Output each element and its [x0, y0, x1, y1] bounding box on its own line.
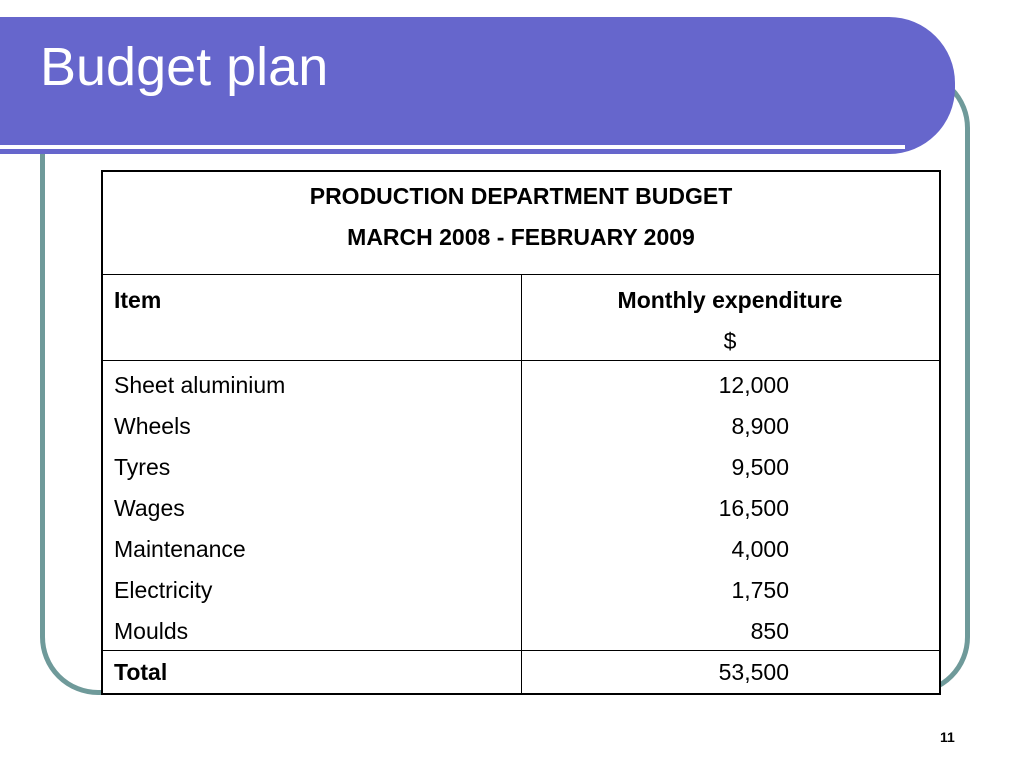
table-row-value: 4,000 [731, 536, 789, 562]
table-heading-title: PRODUCTION DEPARTMENT BUDGET [309, 183, 733, 209]
table-row-item: Electricity [114, 577, 213, 603]
slide-title: Budget plan [40, 37, 329, 97]
table-row-value: 16,500 [718, 495, 789, 521]
column-header-item: Item [114, 287, 162, 313]
table-row-item: Wages [114, 495, 185, 521]
table-row-value: 12,000 [718, 372, 789, 398]
table-row-item: Wheels [114, 413, 191, 439]
table-heading [103, 172, 939, 275]
table-row-item: Tyres [114, 454, 171, 480]
column-divider [521, 275, 522, 693]
column-header-unit: $ [723, 328, 737, 354]
table-heading-period: MARCH 2008 - FEBRUARY 2009 [347, 224, 695, 250]
title-underline [0, 145, 905, 149]
slide-number: 11 [940, 729, 955, 745]
table-row-value: 8,900 [731, 413, 789, 439]
table-row-value: 1,750 [731, 577, 789, 603]
total-value: 53,500 [718, 659, 789, 685]
table-row-item: Sheet aluminium [114, 372, 286, 398]
value-column [521, 371, 789, 658]
budget-table [101, 170, 941, 695]
table-row-value: 9,500 [731, 454, 789, 480]
table-row-value: 850 [750, 618, 789, 644]
column-header-expenditure: Monthly expenditure [617, 287, 843, 313]
table-row-item: Moulds [114, 618, 189, 644]
item-column [114, 371, 285, 658]
table-row-item: Maintenance [114, 536, 246, 562]
total-label: Total [114, 659, 168, 685]
